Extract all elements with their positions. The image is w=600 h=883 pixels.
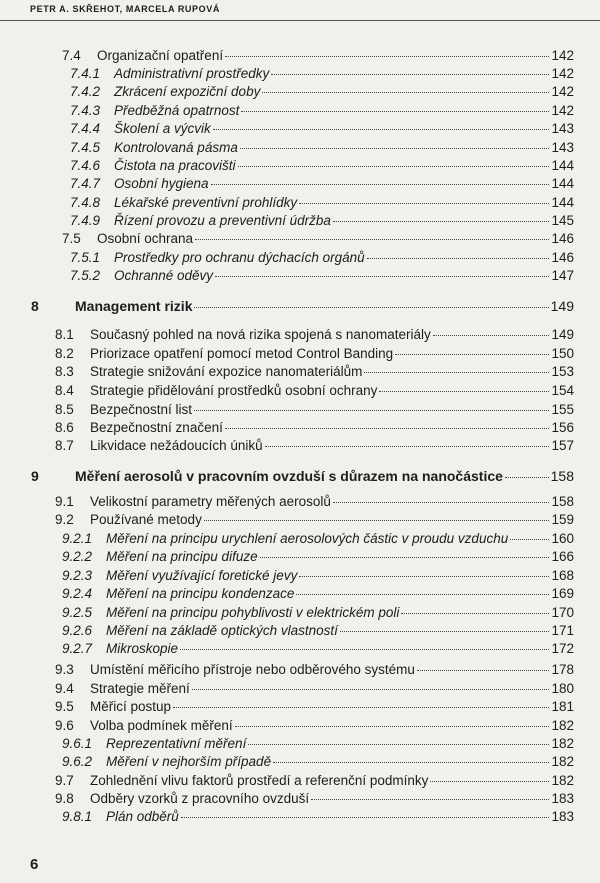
dot-leader bbox=[225, 56, 549, 57]
toc-entry bbox=[70, 195, 574, 210]
toc-entry bbox=[31, 298, 574, 314]
toc-entry-title: Měření na základě optických vlastností bbox=[106, 623, 338, 638]
toc-entry bbox=[62, 754, 574, 769]
toc-entry-page: 147 bbox=[551, 268, 574, 283]
dot-leader bbox=[262, 92, 549, 93]
toc-entry bbox=[55, 402, 574, 417]
toc-entry-title: Osobní hygiena bbox=[114, 176, 209, 191]
toc-entry bbox=[70, 103, 574, 118]
toc-entry-title: Mikroskopie bbox=[106, 641, 179, 656]
dot-leader bbox=[299, 203, 549, 204]
toc-entry-number: 7.4.6 bbox=[70, 158, 101, 173]
toc-entry-page: 144 bbox=[551, 176, 574, 191]
toc-entry-number: 9.6.1 bbox=[62, 736, 93, 751]
toc-entry-title: Měření využívající foretické jevy bbox=[106, 568, 298, 583]
toc-entry-page: 182 bbox=[551, 718, 574, 733]
dot-leader bbox=[379, 391, 549, 392]
toc-entry-page: 182 bbox=[551, 736, 574, 751]
toc-entry-title: Osobní ochrana bbox=[97, 231, 194, 246]
dot-leader bbox=[433, 335, 550, 336]
toc-entry bbox=[55, 662, 574, 677]
dot-leader bbox=[213, 129, 550, 130]
dot-leader bbox=[505, 477, 549, 478]
toc-entry-page: 146 bbox=[551, 231, 574, 246]
toc-entry-number: 9.3 bbox=[55, 662, 74, 677]
toc-entry-page: 182 bbox=[551, 773, 574, 788]
toc-entry-page: 159 bbox=[551, 512, 574, 527]
toc-entry-title: Strategie snižování expozice nanomateriálům bbox=[90, 364, 363, 379]
toc-entry-number: 9.2.5 bbox=[62, 605, 93, 620]
toc-entry-title: Měření na principu urychlení aerosolových částic v proudu vzduchu bbox=[106, 531, 509, 546]
toc-entry bbox=[70, 84, 574, 99]
toc-entry-page: 170 bbox=[551, 605, 574, 620]
toc-entry-title: Strategie měření bbox=[90, 681, 190, 696]
toc-entry-page: 149 bbox=[550, 298, 574, 314]
toc-entry-page: 172 bbox=[551, 641, 574, 656]
toc-entry-page: 142 bbox=[551, 103, 574, 118]
dot-leader bbox=[333, 221, 550, 222]
toc-entry bbox=[55, 327, 574, 342]
toc-entry-number: 7.5 bbox=[62, 231, 81, 246]
toc-entry-title: Management rizik bbox=[75, 298, 193, 314]
toc-entry-title: Kontrolovaná pásma bbox=[114, 140, 238, 155]
toc-entry bbox=[62, 231, 574, 246]
toc-entry-title: Měření aerosolů v pracovním ovzduší s důrazem na nanočástice bbox=[75, 468, 503, 484]
toc-entry-number: 8.7 bbox=[55, 438, 74, 453]
toc-entry-title: Předběžná opatrnost bbox=[114, 103, 240, 118]
dot-leader bbox=[225, 428, 550, 429]
toc-entry-number: 9.1 bbox=[55, 494, 74, 509]
dot-leader bbox=[241, 111, 549, 112]
toc-entry-page: 183 bbox=[551, 791, 574, 806]
toc-entry bbox=[62, 809, 574, 824]
toc-entry-number: 7.4.1 bbox=[70, 66, 101, 81]
toc-entry-number: 9.2.1 bbox=[62, 531, 93, 546]
toc-entry-number: 9.8 bbox=[55, 791, 74, 806]
dot-leader bbox=[192, 689, 550, 690]
toc-entry bbox=[55, 383, 574, 398]
toc-entry-number: 8.5 bbox=[55, 402, 74, 417]
toc-entry-page: 144 bbox=[551, 195, 574, 210]
toc-entry-page: 144 bbox=[551, 158, 574, 173]
toc-entry-title: Odběry vzorků z pracovního ovzduší bbox=[90, 791, 310, 806]
toc-entry bbox=[70, 268, 574, 283]
toc-entry-title: Ochranné oděvy bbox=[114, 268, 214, 283]
toc-entry-title: Bezpečnostní list bbox=[90, 402, 193, 417]
toc-entry bbox=[55, 681, 574, 696]
dot-leader bbox=[395, 354, 549, 355]
toc-entry bbox=[55, 346, 574, 361]
toc-entry bbox=[70, 176, 574, 191]
toc-entry bbox=[62, 736, 574, 751]
toc-entry bbox=[55, 512, 574, 527]
toc-entry-title: Umístění měřicího přístroje nebo odběrového systému bbox=[90, 662, 415, 677]
dot-leader bbox=[204, 520, 550, 521]
dot-leader bbox=[273, 762, 549, 763]
toc-entry-title: Velikostní parametry měřených aerosolů bbox=[90, 494, 331, 509]
toc-entry-page: 166 bbox=[551, 549, 574, 564]
toc-entry-page: 149 bbox=[551, 327, 574, 342]
toc-entry-page: 146 bbox=[551, 250, 574, 265]
toc-entry-title: Bezpečnostní značení bbox=[90, 420, 223, 435]
toc-entry-page: 143 bbox=[551, 121, 574, 136]
toc-entry-page: 169 bbox=[551, 586, 574, 601]
dot-leader bbox=[235, 726, 550, 727]
dot-leader bbox=[240, 148, 550, 149]
toc-entry-number: 7.4.4 bbox=[70, 121, 101, 136]
toc-entry-title: Plán odběrů bbox=[106, 809, 179, 824]
toc-entry bbox=[62, 623, 574, 638]
toc-entry bbox=[55, 364, 574, 379]
toc-entry-number: 8.2 bbox=[55, 346, 74, 361]
toc-entry-page: 143 bbox=[551, 140, 574, 155]
toc-entry-page: 180 bbox=[551, 681, 574, 696]
toc-entry bbox=[62, 48, 574, 63]
toc-entry-number: 8.3 bbox=[55, 364, 74, 379]
toc-entry bbox=[55, 494, 574, 509]
toc-entry-title: Reprezentativní měření bbox=[106, 736, 247, 751]
toc-entry-page: 156 bbox=[551, 420, 574, 435]
toc-entry bbox=[55, 699, 574, 714]
toc-entry-page: 155 bbox=[551, 402, 574, 417]
dot-leader bbox=[364, 372, 549, 373]
toc-entry bbox=[55, 773, 574, 788]
toc-entry-title: Školení a výcvik bbox=[114, 121, 211, 136]
toc-entry-title: Likvidace nežádoucích úniků bbox=[90, 438, 263, 453]
toc-entry-number: 9.2.4 bbox=[62, 586, 93, 601]
toc-entry bbox=[62, 586, 574, 601]
toc-entry-page: 158 bbox=[551, 494, 574, 509]
toc-entry-title: Měření v nejhorším případě bbox=[106, 754, 272, 769]
toc-entry-title: Volba podmínek měření bbox=[90, 718, 233, 733]
toc-entry-number: 9.8.1 bbox=[62, 809, 93, 824]
toc-entry-page: 142 bbox=[551, 66, 574, 81]
toc-entry-page: 182 bbox=[551, 754, 574, 769]
toc-entry bbox=[55, 791, 574, 806]
toc-entry-number: 8.6 bbox=[55, 420, 74, 435]
toc-entry bbox=[70, 158, 574, 173]
toc-entry-title: Prostředky pro ochranu dýchacích orgánů bbox=[114, 250, 365, 265]
toc-entry bbox=[55, 438, 574, 453]
toc-entry-number: 7.4.9 bbox=[70, 213, 101, 228]
dot-leader bbox=[238, 166, 550, 167]
running-header: PETR A. SKŘEHOT, MARCELA RUPOVÁ bbox=[30, 4, 220, 14]
toc-entry-number: 9.5 bbox=[55, 699, 74, 714]
toc-entry-page: 150 bbox=[551, 346, 574, 361]
toc-entry-title: Současný pohled na nová rizika spojená s nanomateriály bbox=[90, 327, 431, 342]
toc-entry-number: 8.1 bbox=[55, 327, 74, 342]
toc-entry-title: Strategie přidělování prostředků osobní ochrany bbox=[90, 383, 378, 398]
dot-leader bbox=[417, 670, 550, 671]
dot-leader bbox=[401, 613, 549, 614]
toc-entry-number: 8.4 bbox=[55, 383, 74, 398]
toc-entry-title: Lékařské preventivní prohlídky bbox=[114, 195, 298, 210]
toc-entry-page: 160 bbox=[551, 531, 574, 546]
toc-entry-title: Měřicí postup bbox=[90, 699, 172, 714]
toc-entry-title: Řízení provozu a preventivní údržba bbox=[114, 213, 331, 228]
dot-leader bbox=[296, 594, 549, 595]
toc-entry-page: 183 bbox=[551, 809, 574, 824]
toc-entry-number: 7.4 bbox=[62, 48, 81, 63]
toc-entry bbox=[62, 605, 574, 620]
toc-entry bbox=[70, 140, 574, 155]
dot-leader bbox=[340, 631, 550, 632]
toc-entry-number: 7.5.1 bbox=[70, 250, 101, 265]
toc-entry-number: 7.4.2 bbox=[70, 84, 101, 99]
toc-entry-page: 181 bbox=[551, 699, 574, 714]
toc-entry-number: 9.6 bbox=[55, 718, 74, 733]
toc-entry bbox=[31, 468, 574, 484]
toc-entry-page: 168 bbox=[551, 568, 574, 583]
toc-entry-number: 7.4.5 bbox=[70, 140, 101, 155]
toc-entry-title: Organizační opatření bbox=[97, 48, 224, 63]
toc-entry-number: 9.2.3 bbox=[62, 568, 93, 583]
toc-entry-page: 171 bbox=[551, 623, 574, 638]
toc-entry-title: Měření na principu kondenzace bbox=[106, 586, 295, 601]
toc-entry-page: 154 bbox=[551, 383, 574, 398]
toc-entry-page: 158 bbox=[550, 468, 574, 484]
toc-entry-page: 157 bbox=[551, 438, 574, 453]
dot-leader bbox=[195, 239, 549, 240]
toc-entry-title: Měření na principu pohyblivosti v elektrickém poli bbox=[106, 605, 400, 620]
toc-entry-page: 178 bbox=[551, 662, 574, 677]
dot-leader bbox=[299, 576, 549, 577]
toc-entry-number: 9 bbox=[31, 468, 39, 484]
dot-leader bbox=[215, 276, 549, 277]
toc-entry-title: Administrativní prostředky bbox=[114, 66, 270, 81]
toc-entry bbox=[62, 549, 574, 564]
toc-entry-number: 9.2.6 bbox=[62, 623, 93, 638]
toc-entry-title: Priorizace opatření pomocí metod Control Banding bbox=[90, 346, 394, 361]
toc-entry-number: 9.2.7 bbox=[62, 641, 93, 656]
dot-leader bbox=[510, 539, 549, 540]
toc-entry-page: 142 bbox=[551, 84, 574, 99]
dot-leader bbox=[260, 557, 550, 558]
toc-entry-page: 145 bbox=[551, 213, 574, 228]
toc-entry-number: 7.4.3 bbox=[70, 103, 101, 118]
dot-leader bbox=[194, 410, 549, 411]
toc-entry-title: Používané metody bbox=[90, 512, 202, 527]
toc-entry bbox=[70, 121, 574, 136]
toc-entry bbox=[62, 641, 574, 656]
toc-entry-number: 8 bbox=[31, 298, 39, 314]
dot-leader bbox=[248, 744, 549, 745]
dot-leader bbox=[173, 707, 549, 708]
page-number: 6 bbox=[30, 856, 39, 873]
toc-entry-number: 7.5.2 bbox=[70, 268, 101, 283]
dot-leader bbox=[194, 307, 548, 308]
dot-leader bbox=[211, 184, 550, 185]
dot-leader bbox=[311, 799, 549, 800]
toc-entry bbox=[55, 718, 574, 733]
toc-entry-number: 9.2 bbox=[55, 512, 74, 527]
toc-entry-number: 9.4 bbox=[55, 681, 74, 696]
dot-leader bbox=[180, 649, 549, 650]
toc-entry-title: Měření na principu difuze bbox=[106, 549, 258, 564]
toc-entry-number: 7.4.7 bbox=[70, 176, 101, 191]
toc-entry bbox=[70, 213, 574, 228]
dot-leader bbox=[265, 446, 550, 447]
toc-entry-number: 9.6.2 bbox=[62, 754, 93, 769]
toc-entry bbox=[55, 420, 574, 435]
toc-entry-page: 153 bbox=[551, 364, 574, 379]
toc-entry-number: 9.7 bbox=[55, 773, 74, 788]
toc-entry-title: Zkrácení expoziční doby bbox=[114, 84, 261, 99]
toc-entry-page: 142 bbox=[551, 48, 574, 63]
toc-entry bbox=[70, 250, 574, 265]
dot-leader bbox=[367, 258, 550, 259]
dot-leader bbox=[430, 781, 549, 782]
toc-entry-number: 7.4.8 bbox=[70, 195, 101, 210]
dot-leader bbox=[181, 817, 550, 818]
toc-entry bbox=[62, 531, 574, 546]
toc-entry bbox=[62, 568, 574, 583]
toc-entry-number: 9.2.2 bbox=[62, 549, 93, 564]
dot-leader bbox=[271, 74, 549, 75]
toc-entry-title: Zohlednění vlivu faktorů prostředí a referenční podmínky bbox=[90, 773, 429, 788]
dot-leader bbox=[333, 502, 550, 503]
toc-entry-title: Čistota na pracovišti bbox=[114, 158, 236, 173]
toc-entry bbox=[70, 66, 574, 81]
